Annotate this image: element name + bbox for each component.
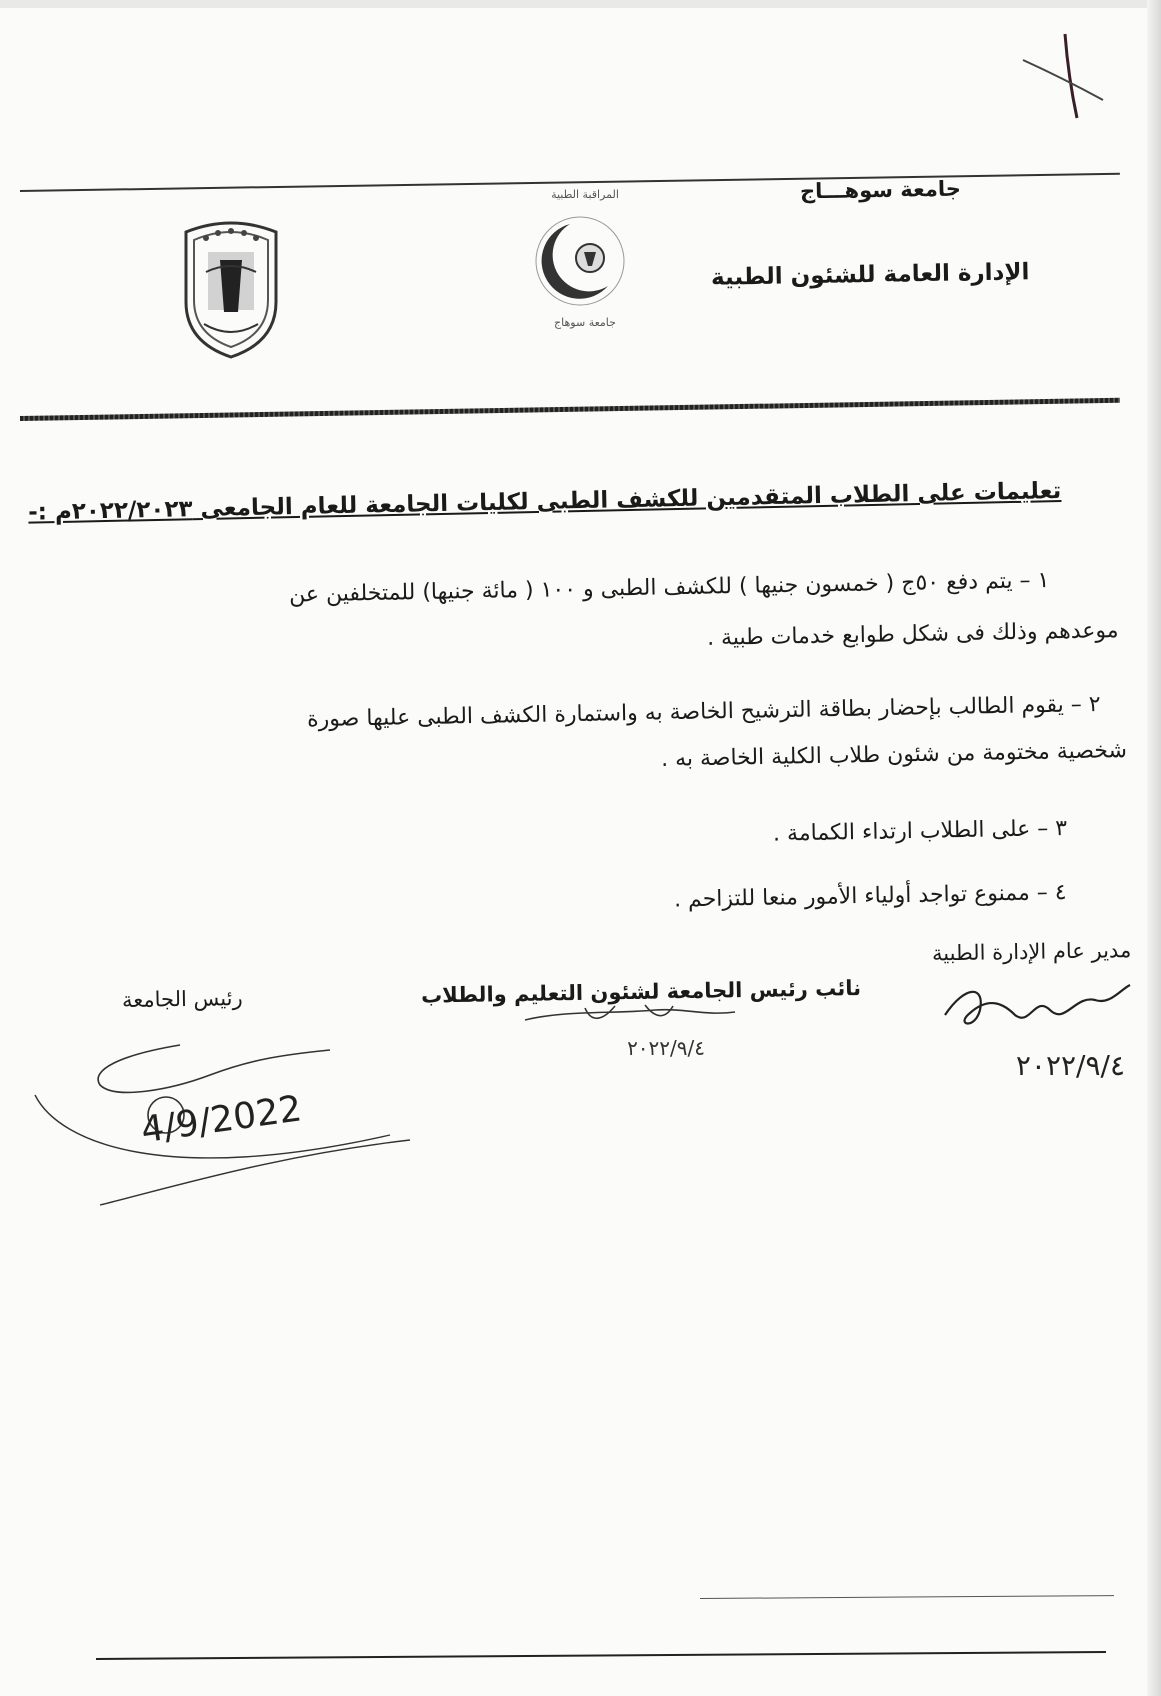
signatory-president: رئيس الجامعة — [122, 986, 244, 1013]
instruction-2-line-2: شخصية مختومة من شئون طلاب الكلية الخاصة به . — [660, 738, 1128, 772]
document-title — [28, 478, 1062, 526]
president-signature-icon — [30, 1035, 430, 1210]
document-title-text: تعليمات على الطلاب المتقدمين للكشف الطبى لكليات الجامعة للعام الجامعى ٢٠٢٢/٢٠٢٣م :- — [27, 478, 1062, 526]
president-signature-date: 4/9/2022 — [138, 1088, 305, 1152]
instruction-3: ٣ – على الطلاب ارتداء الكمامة . — [772, 816, 1068, 847]
medical-unit-logo — [500, 188, 670, 338]
signatory-vice-president: نائب رئيس الجامعة لشئون التعليم والطلاب — [420, 976, 862, 1008]
medical-logo-caption-bottom: جامعة سوهاج — [554, 316, 616, 329]
footer-rule-short — [700, 1595, 1114, 1599]
header-rule-double — [20, 398, 1120, 421]
scan-edge — [0, 0, 1161, 8]
vp-signature-date: ٢٠٢٢/٩/٤ — [627, 1036, 705, 1060]
administration-name: الإدارة العامة للشئون الطبية — [710, 259, 1030, 291]
director-signature-icon — [935, 975, 1135, 1090]
instruction-4: ٤ – ممنوع تواجد أولياء الأمور منعا للتزاحم . — [674, 880, 1068, 913]
crescent-emblem-icon — [500, 206, 670, 316]
scan-edge — [1147, 0, 1161, 1696]
university-seal-icon — [176, 212, 286, 362]
instruction-1-line-1: ١ – يتم دفع ٥٠ج ( خمسون جنيها ) للكشف الطبى و ١٠٠ ( مائة جنيها) للمتخلفين عن — [288, 568, 1050, 608]
footer-rule — [96, 1651, 1106, 1660]
instruction-2-line-1: ٢ – يقوم الطالب بإحضار بطاقة الترشيح الخاصة به واستمارة الكشف الطبى عليها صورة — [307, 692, 1102, 733]
director-signature-date: ٢٠٢٢/٩/٤ — [1015, 1049, 1125, 1082]
university-name: جامعة سوهـــاج — [799, 176, 962, 204]
medical-logo-caption-top: المراقبة الطبية — [551, 188, 619, 201]
vp-signature-icon — [505, 1000, 745, 1070]
pen-mark-icon — [1015, 30, 1105, 120]
signatory-director: مدير عام الإدارة الطبية — [931, 938, 1132, 966]
instruction-1-line-2: موعدهم وذلك فى شكل طوابع خدمات طبية . — [707, 618, 1120, 651]
